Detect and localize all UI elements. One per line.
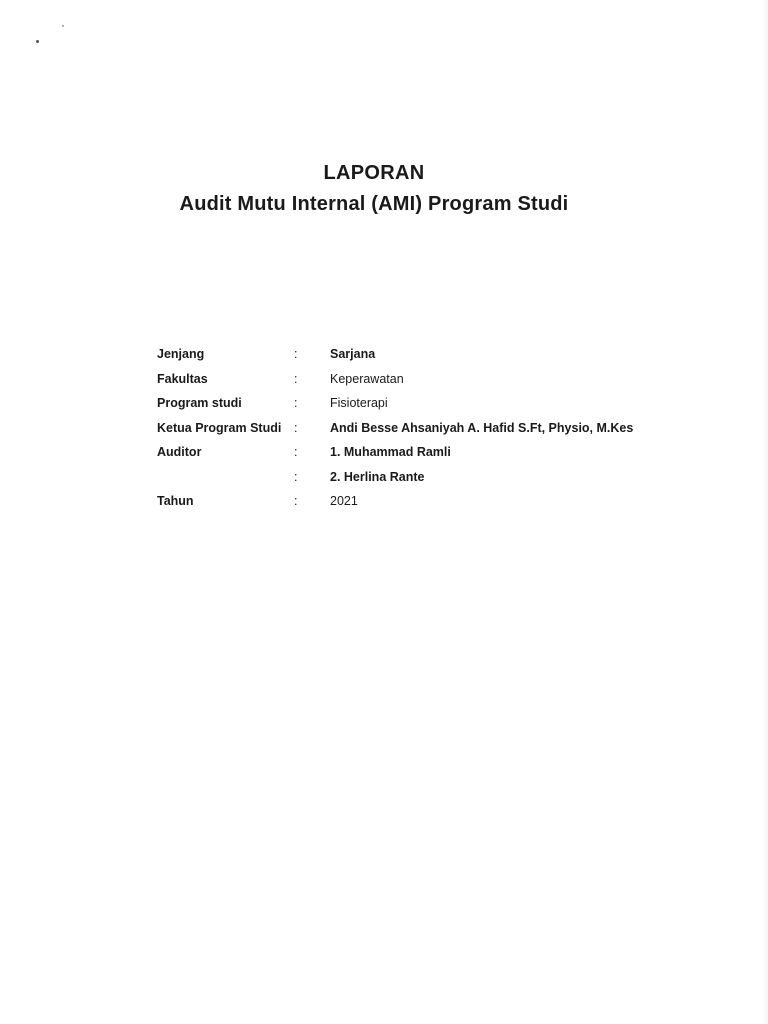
info-label: Program studi — [157, 396, 242, 411]
info-label: Fakultas — [157, 371, 208, 386]
info-separator: : — [294, 494, 298, 509]
document-subtitle: Audit Mutu Internal (AMI) Program Studi — [179, 193, 569, 215]
scan-speck — [62, 25, 64, 27]
info-row-jenjang — [157, 342, 633, 367]
scan-edge-shadow — [762, 0, 768, 1024]
info-separator: : — [294, 347, 298, 362]
title-block — [0, 160, 748, 218]
info-value: 2021 — [330, 494, 358, 509]
info-row-tahun — [157, 489, 633, 514]
info-row-auditor-1 — [157, 440, 633, 465]
info-label — [157, 465, 294, 490]
info-label: Jenjang — [157, 347, 205, 362]
info-row-ketua-program-studi — [157, 416, 633, 441]
info-value: Sarjana — [330, 347, 376, 362]
info-label: Auditor — [157, 445, 202, 460]
info-separator: : — [294, 371, 298, 386]
document-title: LAPORAN — [323, 162, 425, 184]
info-value: Keperawatan — [330, 371, 404, 386]
info-table — [157, 342, 633, 514]
info-value: Andi Besse Ahsaniyah A. Hafid S.Ft, Physio, M.Kes — [330, 420, 634, 435]
info-separator: : — [294, 469, 298, 484]
info-value: Fisioterapi — [330, 396, 388, 411]
info-label: Ketua Program Studi — [157, 420, 282, 435]
info-row-program-studi — [157, 391, 633, 416]
info-separator: : — [294, 396, 298, 411]
info-row-auditor-2 — [157, 465, 633, 490]
scan-speck — [36, 40, 39, 43]
info-label: Tahun — [157, 494, 194, 509]
info-value: 2. Herlina Rante — [330, 469, 425, 484]
info-separator: : — [294, 445, 298, 460]
info-row-fakultas — [157, 367, 633, 392]
info-separator: : — [294, 420, 298, 435]
info-value: 1. Muhammad Ramli — [330, 445, 451, 460]
